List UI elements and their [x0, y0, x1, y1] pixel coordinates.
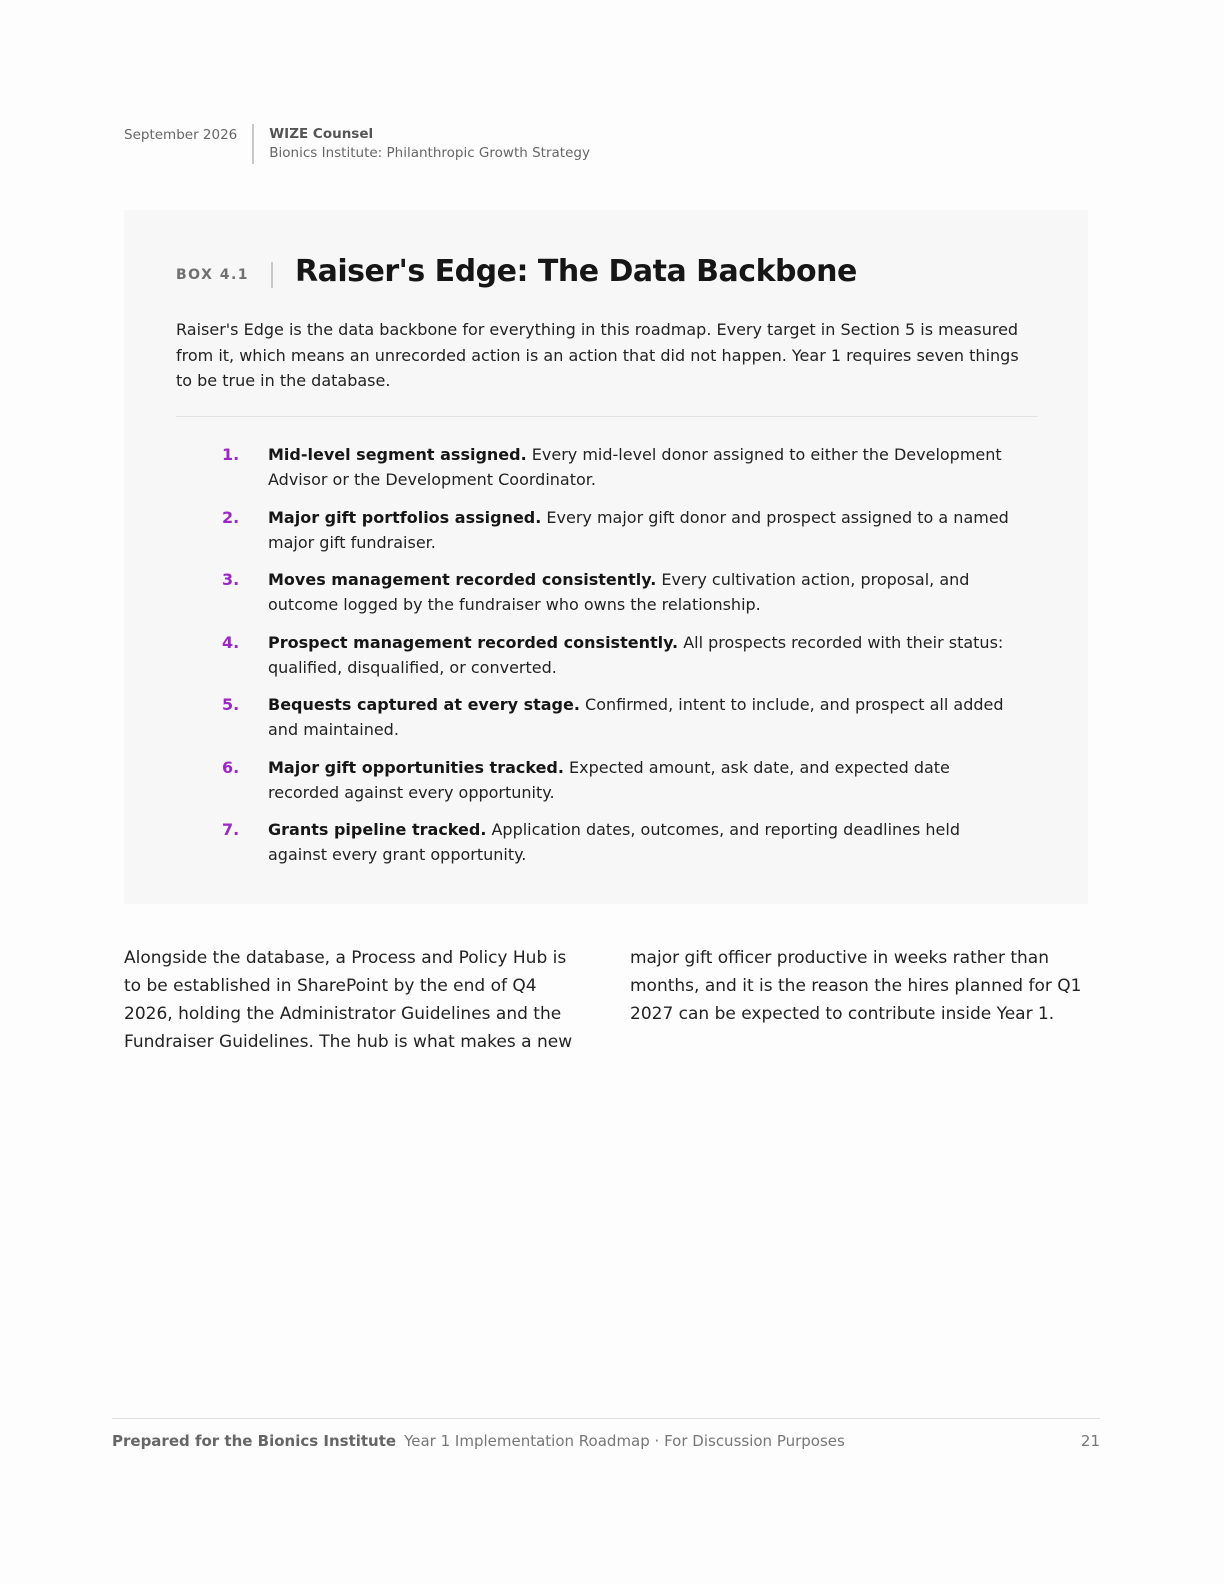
page-header [124, 124, 590, 164]
box-intro: Raiser's Edge is the data backbone for everything in this roadmap. Every target in Section 5 is measured from it, which means an unrecorded action is an action that did not happen. Year 1 requires seven things to be true in the database. [176, 320, 1019, 390]
list-item-description: Expected amount, ask date, and expected date recorded against every opportunity. [268, 757, 950, 802]
list-item-lead: Major gift portfolios assigned. [268, 507, 542, 527]
body-column-right: major gift officer productive in weeks rather than months, and it is the reason the hires planned for Q1 2027 can be expected to contribute inside Year 1. [630, 948, 1082, 1024]
page-number: 21 [1080, 1432, 1100, 1450]
list-item-number: 1. [222, 445, 240, 464]
list-item-text [268, 442, 1022, 492]
list-item-text [268, 692, 1022, 742]
list-item-description: Confirmed, intent to include, and prospect all added and maintained. [268, 695, 1004, 739]
list-item-text [268, 817, 1022, 867]
list-item-lead: Major gift opportunities tracked. [268, 757, 564, 777]
list-item-number: 2. [222, 507, 240, 527]
box-heading [176, 254, 857, 289]
list-item [222, 442, 1022, 492]
list-item-description: All prospects recorded with their status: qualified, disqualified, or converted. [268, 632, 1004, 677]
box-tag-divider [271, 262, 273, 288]
list-item-lead: Bequests captured at every stage. [268, 695, 580, 714]
callout-box [124, 210, 1088, 904]
list-item-description: Application dates, outcomes, and reporting deadlines held against every grant opportunity. [268, 820, 960, 864]
footer-document: Year 1 Implementation Roadmap · For Discussion Purposes [404, 1432, 845, 1450]
footer-prepared-for: Prepared for the Bionics Institute [112, 1432, 397, 1450]
body-column-left: Alongside the database, a Process and Policy Hub is to be established in SharePoint by the end of Q4 2026, holding the Administrator Guidelines and the Fundraiser Guidelines. The hub is what makes a new [124, 948, 573, 1052]
list-item-text [268, 567, 1022, 617]
org-name: WIZE Counsel [269, 126, 374, 142]
box-tag: BOX 4.1 [176, 266, 250, 283]
list-item-lead: Moves management recorded consistently. [268, 570, 657, 589]
requirements-list [222, 442, 1022, 880]
list-item-lead: Mid-level segment assigned. [268, 445, 527, 464]
list-item [222, 567, 1022, 617]
list-item-description: Every mid-level donor assigned to either the Development Advisor or the Development Coordinator. [268, 445, 1002, 489]
list-item [222, 630, 1022, 680]
list-item [222, 817, 1022, 867]
list-item-description: Every major gift donor and prospect assigned to a named major gift fundraiser. [268, 507, 1009, 552]
list-item-lead: Grants pipeline tracked. [268, 820, 487, 839]
box-divider [176, 416, 1038, 417]
list-item-number: 4. [222, 632, 240, 652]
list-item-number: 3. [222, 570, 240, 589]
list-item-number: 6. [222, 757, 240, 777]
list-item-text [268, 505, 1022, 555]
page-footer [112, 1432, 1100, 1450]
list-item-description: Every cultivation action, proposal, and outcome logged by the fundraiser who owns the relationship. [268, 570, 970, 614]
footer-divider [112, 1418, 1100, 1419]
list-item-lead: Prospect management recorded consistently. [268, 632, 679, 652]
list-item [222, 505, 1022, 555]
list-item-text [268, 755, 1022, 805]
list-item [222, 692, 1022, 742]
header-date: September 2026 [124, 127, 238, 143]
list-item-text [268, 630, 1022, 680]
document-subtitle: Bionics Institute: Philanthropic Growth Strategy [269, 145, 590, 161]
list-item [222, 755, 1022, 805]
box-title: Raiser's Edge: The Data Backbone [295, 254, 857, 289]
list-item-number: 7. [222, 820, 240, 839]
list-item-number: 5. [222, 695, 240, 714]
body-text [124, 944, 1088, 1056]
header-org [254, 124, 590, 163]
